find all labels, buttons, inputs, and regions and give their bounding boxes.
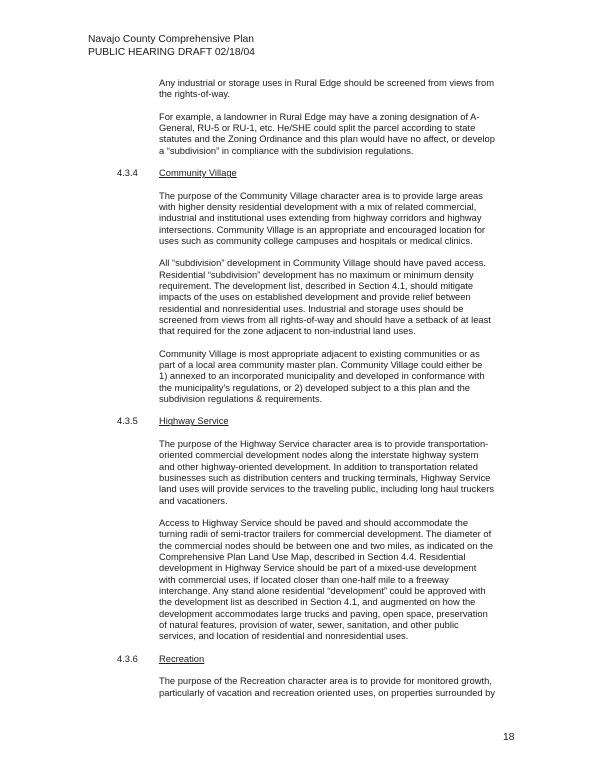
text-line: the development list as described in Section 4.1, and augmented on how the [159, 597, 476, 608]
text-line: services, and location of residential and nonresidential uses. [159, 631, 409, 642]
section-title: Community Village [159, 168, 237, 179]
section-heading [117, 168, 517, 180]
text-line: General, RU-5 or RU-1, etc. He/SHE could split the parcel according to state [159, 123, 476, 134]
paragraph [159, 676, 517, 699]
section-heading [117, 654, 517, 666]
text-line: and vacationers. [159, 495, 228, 506]
text-line: particularly of vacation and recreation oriented uses, on properties surrounded by [159, 687, 496, 698]
text-line: Comprehensive Plan Land Use Map, described in Section 4.4. Residential [159, 552, 466, 562]
text-line: Residential “subdivision” development has no maximum or minimum density [159, 269, 474, 280]
text-line: businesses such as distribution centers and trucking terminals, Highway Service [159, 472, 491, 483]
text-line: Community Village is most appropriate adjacent to existing communities or as [159, 348, 480, 359]
text-line: requirement. The development list, described in Section 4.1, should mitigate [159, 280, 474, 291]
section-title: Recreation [159, 653, 205, 664]
paragraph [159, 191, 517, 248]
text-line: that required for the zone adjacent to non-industrial land uses. [159, 326, 416, 337]
text-line: the commercial nodes should be between one and two miles, as indicated on the [159, 540, 493, 551]
paragraph [159, 78, 517, 101]
text-line: 1) annexed to an incorporated municipality and developed in conformance with [159, 371, 485, 382]
paragraph [159, 258, 517, 337]
text-line: intersections. Community Village is an appropriate and encouraged location for [159, 224, 486, 235]
text-line: screened from views from all rights-of-way and should have a setback of at least [159, 315, 491, 325]
text-line: statutes and the Zoning Ordinance and this plan would have no affect, or develop [159, 134, 495, 145]
text-line: uses such as community college campuses and hospitals or medical clinics. [159, 235, 473, 246]
text-line: of natural features, provision of water, sewer, sanitation, and other public [159, 620, 459, 631]
paragraph [159, 439, 517, 507]
text-line: residential and nonresidential uses. Industrial and storage uses should be [159, 303, 464, 314]
text-line: The purpose of the Community Village character area is to provide large areas [159, 190, 483, 201]
text-line: development in Highway Service should be part of a mixed-use development [159, 563, 477, 574]
section-number: 4.3.4 [117, 168, 138, 179]
text-line: For example, a landowner in Rural Edge may have a zoning designation of A- [159, 111, 480, 122]
text-line: The purpose of the Recreation character area is to provide for monitored growth, [159, 676, 492, 687]
section-title: Highway Service [159, 416, 229, 427]
paragraph [159, 518, 517, 643]
document-body [117, 78, 517, 710]
header-title: Navajo County Comprehensive Plan [88, 34, 254, 45]
text-line: oriented commercial development nodes along the interstate highway system [159, 450, 479, 461]
text-line: a “subdivision” in compliance with the subdivision regulations. [159, 145, 414, 156]
text-line: development accommodates large trucks and paving, open space, preservation [159, 608, 488, 619]
section-number: 4.3.6 [117, 653, 138, 664]
text-line: with higher density residential development with a mix of related commercial, [159, 201, 477, 212]
text-line: interchange. Any stand alone residential “development” could be approved with [159, 586, 486, 597]
header-draft-date: PUBLIC HEARING DRAFT 02/18/04 [88, 47, 255, 58]
text-line: All “subdivision” development in Community Village should have paved access. [159, 258, 487, 269]
section-number: 4.3.5 [117, 416, 138, 427]
text-line: subdivision regulations & requirements. [159, 394, 323, 405]
text-line: industrial and institutional uses extending from highway corridors and highway [159, 213, 482, 224]
page-number: 18 [503, 732, 515, 743]
page-header [88, 33, 255, 59]
text-line: the rights-of-way. [159, 89, 230, 100]
text-line: land uses will provide services to the traveling public, including long haul truckers [159, 484, 494, 495]
text-line: part of a local area community master plan. Community Village could either be [159, 360, 483, 371]
paragraph [159, 349, 517, 406]
text-line: The purpose of the Highway Service character area is to provide transportation- [159, 438, 489, 449]
section-heading [117, 416, 517, 428]
text-line: with commercial uses, if located closer than one-half mile to a freeway [159, 574, 449, 585]
text-line: the municipality’s regulations, or 2) developed subject to a this plan and the [159, 382, 470, 393]
paragraph [159, 112, 517, 157]
text-line: and other highway-oriented development. In addition to transportation related [159, 461, 478, 472]
text-line: Any industrial or storage uses in Rural Edge should be screened from views from [159, 78, 494, 88]
text-line: impacts of the uses on established development and provide relief between [159, 292, 471, 303]
text-line: turning radii of semi-tractor trailers for commercial development. The diameter of [159, 529, 492, 540]
text-line: Access to Highway Service should be paved and should accommodate the [159, 517, 469, 528]
